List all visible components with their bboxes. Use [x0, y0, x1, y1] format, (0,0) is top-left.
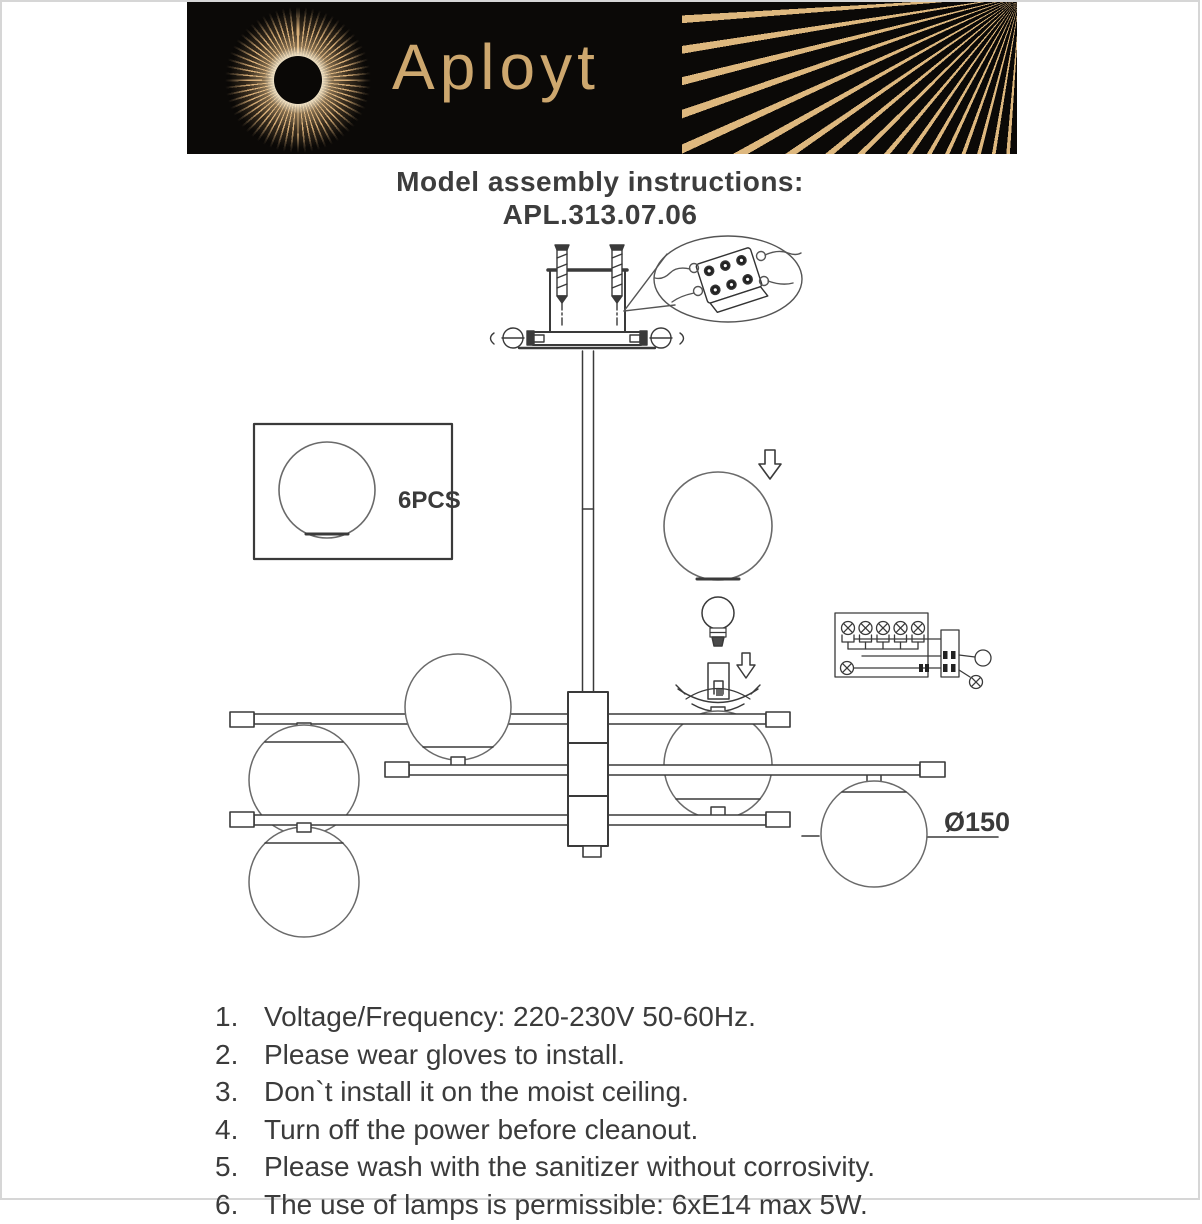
globe-shade: [405, 654, 511, 766]
list-item: [215, 1148, 875, 1186]
brand-header: [187, 2, 1017, 154]
item-text: Voltage/Frequency: 220-230V 50-60Hz.: [264, 1001, 756, 1032]
corner-rays-icon: [682, 2, 1017, 154]
item-text: Please wear gloves to install.: [264, 1038, 626, 1070]
item-number: 1.: [215, 1001, 239, 1032]
instruction-list: [215, 998, 875, 1224]
globe-shade: [249, 827, 359, 937]
hanging-rod: [583, 351, 594, 693]
item-number: 6.: [215, 1188, 239, 1220]
item-text: Turn off the power before cleanout.: [264, 1113, 699, 1145]
title-line-2: APL.313.07.06: [502, 199, 698, 230]
item-number: 3.: [215, 1076, 239, 1108]
item-text: Don`t install it on the moist ceiling.: [264, 1076, 689, 1108]
exploded-globe: [664, 472, 772, 580]
list-item: [215, 1073, 875, 1111]
list-item: [215, 998, 875, 1036]
title-line-1: Model assembly instructions:: [396, 166, 804, 197]
list-item: [215, 1111, 875, 1149]
list-item: [215, 1036, 875, 1074]
brand-name: Aployt: [392, 31, 600, 103]
down-arrow-icon: [759, 450, 781, 479]
dimension-label: Ø150: [944, 807, 1011, 837]
assembly-diagram: [2, 230, 1202, 992]
item-text: The use of lamps is permissible: 6xE14 max 5W.: [264, 1188, 868, 1220]
arm-bottom: [230, 812, 790, 827]
page-title: [2, 165, 1198, 231]
parts-box: [254, 424, 461, 559]
lamp-socket: [708, 663, 729, 699]
list-item: [215, 1186, 875, 1224]
parts-count-label: 6PCS: [398, 487, 461, 514]
terminal-callout: [624, 236, 802, 322]
globe-shade: [821, 773, 927, 887]
bulb-icon: [702, 597, 734, 646]
item-number: 2.: [215, 1038, 239, 1070]
arm-middle: [385, 762, 945, 777]
wiring-diagram: [835, 613, 991, 689]
item-text: Please wash with the sanitizer without corrosivity.: [264, 1151, 876, 1183]
central-body: [568, 692, 608, 857]
down-arrow-icon: [737, 653, 755, 678]
item-number: 5.: [215, 1151, 239, 1183]
item-number: 4.: [215, 1113, 239, 1145]
starburst-logo-icon: [225, 7, 371, 153]
globe-connector: [297, 823, 311, 832]
